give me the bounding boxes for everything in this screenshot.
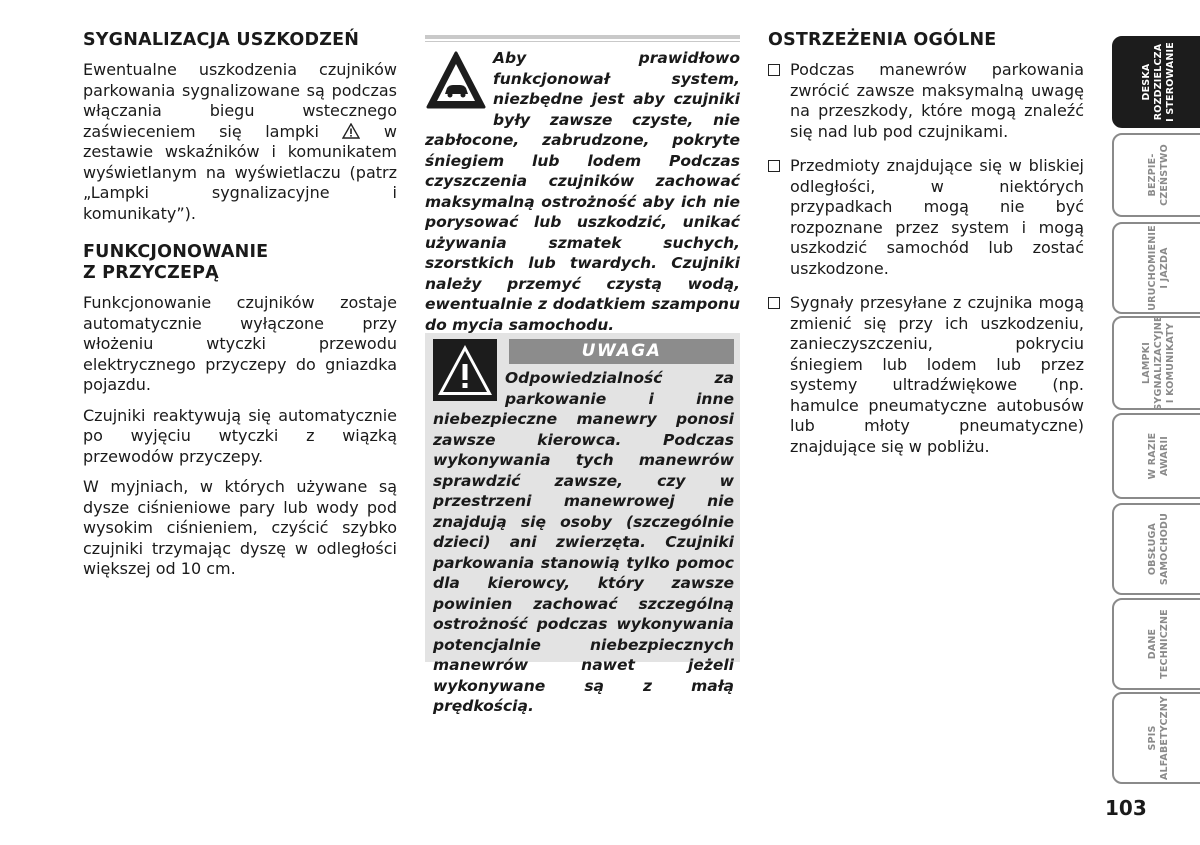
paragraph-trailer-2: Czujniki reaktywują się automatycznie po wyjęciu wtyczki z wiązką przewodów przyczepy. [83,405,397,466]
warning-text: Odpowiedzialność za parkowanie i inne niebezpieczne manewry ponosi zawsze kierowca. Podczas wykonywania tych manewrów sprawdzić zawsze, czy w przestrzeni manewrowej nie znajdują się osoby (szczególnie dzieci) ani zwierzęta. Czujniki parkowania stanowią tylko pomoc dla kierowcy, który zawsze powinien zachować szczególną ostrożność podczas wykonywania potencjalnie niebezpiecznych manewrów nawet jeżeli wykonywane są z małą prędkością. [433,369,734,715]
warning-title: UWAGA [509,339,734,364]
section-title-trailer: FUNKCJONOWANIE Z PRZYCZEPĄ [83,242,269,283]
checkbox-bullet-icon [768,60,790,142]
warning-panel [425,333,740,715]
page-number: 103 [1105,796,1147,820]
tab-dane-techniczne[interactable]: DANE TECHNICZNE [1112,598,1200,690]
tab-obsluga-samochodu[interactable]: OBSŁUGA SAMOCHODU [1112,503,1200,595]
exclamation-warning-icon [433,339,497,401]
bullet-item: Podczas manewrów parkowania zwrócić zawsze maksymalną uwagę na przeszkody, które mogą znaleźć się nad lub pod czujnikami. [768,60,1084,142]
cleaning-note-text: Aby prawidłowo funkcjonował system, niezbędne jest aby czujniki były zawsze czyste, nie zabłocone, zabrudzone, pokryte śniegiem lub lodem Podczas czyszczenia czujników zachować maksymalną ostrożność aby ich nie porysować lub uszkodzić, unikać używania szmatek suchych, szorstkich lub twardych. Czujniki należy przemyć czystą wodą, ewentualnie z dodatkiem szamponu do mycia samochodu. [425,49,740,334]
tab-spis-alfabetyczny[interactable]: SPIS ALFABETYCZNY [1112,692,1200,784]
section-failure-signaling [83,30,397,224]
car-warning-sign-icon [425,50,487,112]
cleaning-note [425,35,740,335]
tab-lampki-sygnalizacyjne[interactable]: LAMPKI SYGNALIZACYJNE I KOMUNIKATY [1112,316,1200,410]
paragraph-trailer-3: W myjniach, w których używane są dysze ciśnieniowe pary lub wody pod wysokim ciśnieniem, czyścić szybko czujniki trzymając dyszę w odległości większej od 10 cm. [83,477,397,578]
tab-deska-rozdzielcza[interactable]: DESKA ROZDZIELCZA I STEROWANIE [1112,36,1200,128]
section-trailer-operation [83,242,397,580]
warning-triangle-icon [342,123,360,139]
left-column [83,30,397,598]
section-title-general-warnings: OSTRZEŻENIA OGÓLNE [768,30,997,50]
paragraph-failure-signaling: Ewentualne uszkodzenia czujników parkowania sygnalizowane są podczas włączania biegu wstecznego zaświeceniem się lampki w zestawie wskaźników i komunikatem wyświetlanym na wyświetlaczu (patrz „Lampki sygnalizacyjne i komunikaty”). [83,60,397,223]
checkbox-bullet-icon [768,156,790,279]
bullet-item: Przedmioty znajdujące się w bliskiej odległości, w niektórych przypadkach mogą nie być rozpoznane przez system i mogą uszkodzić samochód lub zostać uszkodzone. [768,156,1084,279]
tab-bezpieczenstwo[interactable]: BEZPIE- CZEŃSTWO [1112,133,1200,217]
right-column [768,30,1084,471]
tab-w-razie-awarii[interactable]: W RAZIE AWARII [1112,413,1200,499]
checkbox-bullet-icon [768,293,790,457]
bullet-item: Sygnały przesyłane z czujnika mogą zmienić się przy ich uszkodzeniu, zanieczyszczeniu, pokryciu śniegiem lub lodem lub przez systemy ultradźwiękowe (np. hamulce pneumatyczne autobusów lub młoty pneumatyczne) znajdujące się w pobliżu. [768,293,1084,457]
tab-uruchomienie[interactable]: URUCHOMIENIE I JAZDA [1112,222,1200,314]
note-top-rule [425,35,740,39]
section-title-failure-signaling: SYGNALIZACJA USZKODZEŃ [83,30,360,50]
paragraph-trailer-1: Funkcjonowanie czujników zostaje automatycznie wyłączone przy włożeniu wtyczki przewodu elektrycznego przyczepy do gniazdka pojazdu. [83,293,397,394]
